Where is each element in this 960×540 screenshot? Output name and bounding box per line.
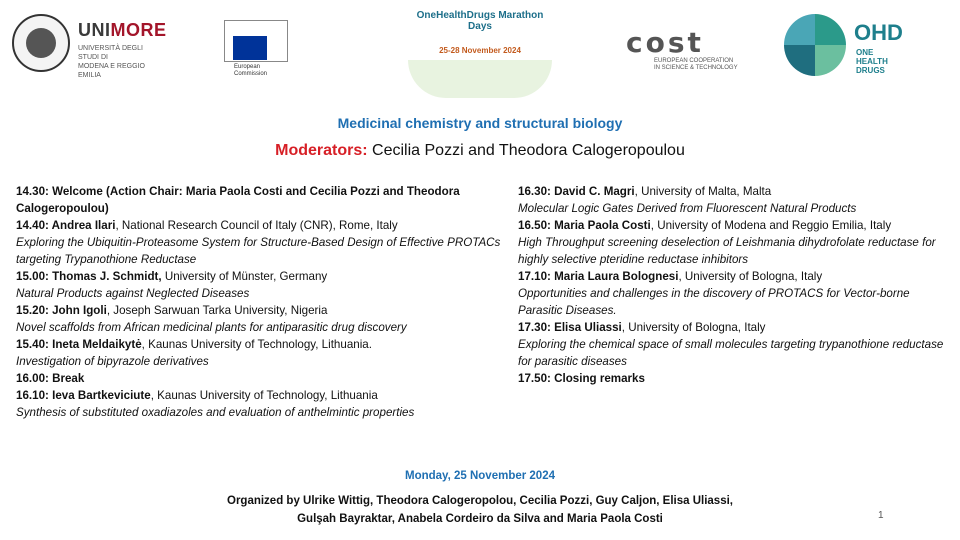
marathon-days-title: OneHealthDrugs Marathon Days: [416, 10, 544, 32]
program-entry: [16, 217, 504, 268]
entry-talk-title: Opportunities and challenges in the discovery of PROTACS for Vector-borne Parasitic Diseases.: [518, 287, 910, 317]
moderators-label: Moderators: [275, 142, 363, 159]
cost-logo: [626, 26, 746, 70]
entry-time-speaker: 16.30: David C. Magri: [518, 185, 635, 198]
program-entry: [16, 183, 504, 217]
program-entry: [518, 319, 948, 370]
ohd-logo: [784, 14, 934, 84]
moderators-names: Cecilia Pozzi and Theodora Calogeropoulou: [367, 142, 685, 159]
entry-time-speaker: 17.50: Closing remarks: [518, 372, 645, 385]
entry-talk-title: Novel scaffolds from African medicinal plants for antiparasitic drug discovery: [16, 321, 407, 334]
entry-talk-title: Natural Products against Neglected Diseases: [16, 287, 250, 300]
program-entry: [16, 387, 504, 421]
program-right-column: [518, 183, 948, 387]
entry-affiliation: , Joseph Sarwuan Tarka University, Nigeria: [106, 304, 328, 317]
entry-affiliation: , University of Modena and Reggio Emilia, Italy: [650, 219, 892, 232]
unimore-wordmark: UNIMORE: [78, 20, 167, 40]
entry-talk-title: Investigation of bipyrazole derivatives: [16, 355, 209, 368]
entry-time-speaker: 17.30: Elisa Uliassi: [518, 321, 622, 334]
logo-bar: [0, 0, 960, 105]
entry-affiliation: , Kaunas University of Technology, Lithuania.: [141, 338, 372, 351]
eu-flag-icon: [233, 36, 267, 60]
cost-wordmark: cost: [626, 26, 704, 59]
entry-time-speaker: 14.40: Andrea Ilari: [16, 219, 116, 232]
entry-time-speaker: 15.00: Thomas J. Schmidt,: [16, 270, 162, 283]
program-entry: [16, 370, 504, 387]
ohd-subtitle: ONE HEALTH DRUGS: [856, 48, 888, 75]
ohd-emblem-icon: [784, 14, 846, 76]
entry-talk-title: Exploring the chemical space of small molecules targeting trypanothione reductase for parasitic diseases: [518, 338, 944, 368]
moderators-line: Moderators: Cecilia Pozzi and Theodora Calogeropoulou: [275, 142, 685, 159]
entry-affiliation: , University of Bologna, Italy: [621, 321, 766, 334]
unimore-logo: [12, 14, 167, 79]
eu-caption: European Commission: [234, 64, 268, 77]
entry-time-speaker: 16.10: Ieva Bartkeviciute: [16, 389, 151, 402]
entry-time-speaker: 16.00: Break: [16, 372, 85, 385]
program-entry: [518, 370, 948, 387]
entry-time-speaker: 16.50: Maria Paola Costi: [518, 219, 651, 232]
cost-subtitle: EUROPEAN COOPERATION IN SCIENCE & TECHNOLOGY: [654, 58, 738, 71]
entry-talk-title: High Throughput screening deselection of Leishmania dihydrofolate reductase for highly selective pteridine reductase inhibitors: [518, 236, 936, 266]
entry-time-speaker: 15.20: John Igoli: [16, 304, 107, 317]
event-date: Monday, 25 November 2024: [405, 470, 555, 482]
program-entry: [518, 268, 948, 319]
ohd-wordmark: OHD: [854, 20, 903, 45]
unimore-subtitle: UNIVERSITÀ DEGLI STUDI DI MODENA E REGGIO EMILIA: [78, 45, 145, 79]
european-commission-logo: [216, 18, 296, 78]
entry-affiliation: , Kaunas University of Technology, Lithuania: [150, 389, 378, 402]
organizers: Organized by Ulrike Wittig, Theodora Calogeropolou, Cecilia Pozzi, Guy Caljon, Elisa Uliassi, Gulşah Bayraktar, Anabela Cordeiro da Silva and Maria Paola Costi: [227, 495, 733, 525]
entry-affiliation: , University of Malta, Malta: [634, 185, 772, 198]
session-title: Medicinal chemistry and structural biology: [337, 115, 623, 131]
marathon-days-date: 25-28 November 2024: [439, 46, 521, 55]
program-entry: [16, 336, 504, 370]
university-seal-icon: [12, 14, 70, 72]
entry-talk-title: Exploring the Ubiquitin-Proteasome System for Structure-Based Design of Effective PROTACs targeting Trypanothione Reductase: [16, 236, 501, 266]
marathon-days-logo: [400, 6, 560, 102]
program-entry: [16, 268, 504, 302]
entry-affiliation: , University of Bologna, Italy: [678, 270, 823, 283]
illustration-icon: [408, 60, 552, 98]
entry-affiliation: , National Research Council of Italy (CNR), Rome, Italy: [115, 219, 398, 232]
entry-affiliation: University of Münster, Germany: [161, 270, 328, 283]
entry-time-speaker: 17.10: Maria Laura Bolognesi: [518, 270, 679, 283]
program-left-column: [16, 183, 504, 421]
entry-time-speaker: 14.30: Welcome (Action Chair: Maria Paola Costi and Cecilia Pozzi and Theodora Calogeropoulou): [16, 185, 460, 215]
program-entry: [518, 217, 948, 268]
program-entry: [16, 302, 504, 336]
entry-time-speaker: 15.40: Ineta Meldaikytė: [16, 338, 142, 351]
program-entry: [518, 183, 948, 217]
entry-talk-title: Molecular Logic Gates Derived from Fluorescent Natural Products: [518, 202, 857, 215]
entry-talk-title: Synthesis of substituted oxadiazoles and evaluation of anthelmintic properties: [16, 406, 415, 419]
page-number: 1: [878, 510, 884, 521]
